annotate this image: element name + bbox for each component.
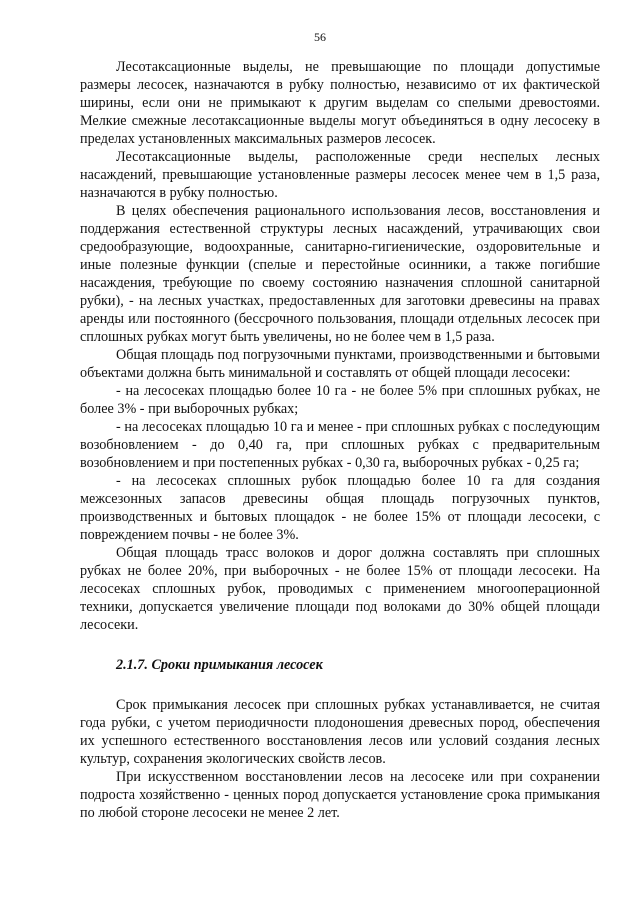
page-number: 56 <box>314 30 326 44</box>
paragraph: Общая площадь трасс волоков и дорог должна составлять при сплошных рубках не более 20%, при выборочных - не более 15% от площади лесосеки. На лесосеках сплошных рубок, проводимых с применением многооперационной техники, допускается увеличение площади под волоками до 30% общей площади лесосеки. <box>80 545 600 633</box>
paragraph: Общая площадь под погрузочными пунктами, производственными и бытовыми объектами должна быть минимальной и составлять от общей площади лесосеки: <box>80 347 600 381</box>
list-item: - на лесосеках площадью 10 га и менее - при сплошных рубках с последующим возобновлением - до 0,40 га, при сплошных рубках с предварительным возобновлением и при постепенных рубках - 0,30 га, выборочных рубках - 0,25 га; <box>80 419 600 471</box>
paragraph: В целях обеспечения рационального использования лесов, восстановления и поддержания естественной структуры лесных насаждений, утрачивающих свои средообразующие, водоохранные, санитарно-гигиенические, оздоровительные и иные полезные функции (спелые и перестойные осинники, а также погибшие насаждения, требующие по своему состоянию назначения сплошной санитарной рубки), - на лесных участках, предоставленных для заготовки древесины на правах аренды или постоянного (бессрочного пользования, площади отдельных лесосек при сплошных рубках могут быть увеличены, но не более чем в 1,5 раза. <box>80 203 600 345</box>
document-body <box>80 58 600 822</box>
paragraph: Лесотаксационные выделы, не превышающие по площади допустимые размеры лесосек, назначаются в рубку полностью, независимо от их фактической ширины, если они не примыкают к другим выделам со спелыми древостоями. Мелкие смежные лесотаксационные выделы могут объединяться в одну лесосеку в пределах установленных максимальных размеров лесосек. <box>80 59 600 147</box>
section-paragraph: Срок примыкания лесосек при сплошных рубках устанавливается, не считая года рубки, с учетом периодичности плодоношения древесных пород, обеспечения их успешного естественного восстановления лесов или условий создания лесных культур, сохранения экологических свойств лесов. <box>80 697 600 767</box>
list-item: - на лесосеках сплошных рубок площадью более 10 га для создания межсезонных запасов древесины общая площадь погрузочных пунктов, производственных и бытовых площадок - не более 15% от площади лесосеки, с повреждением почвы - не более 3%. <box>80 473 600 543</box>
paragraph: Лесотаксационные выделы, расположенные среди неспелых лесных насаждений, превышающие установленные размеры лесосек менее чем в 1,5 раза, назначаются в рубку полностью. <box>80 149 600 201</box>
section-paragraph: При искусственном восстановлении лесов на лесосеке или при сохранении подроста хозяйственно - ценных пород допускается установление срока примыкания по любой стороне лесосеки не менее 2 лет. <box>80 769 600 821</box>
list-item: - на лесосеках площадью более 10 га - не более 5% при сплошных рубках, не более 3% - при выборочных рубках; <box>80 383 600 417</box>
section-heading: 2.1.7. Сроки примыкания лесосек <box>116 657 323 673</box>
